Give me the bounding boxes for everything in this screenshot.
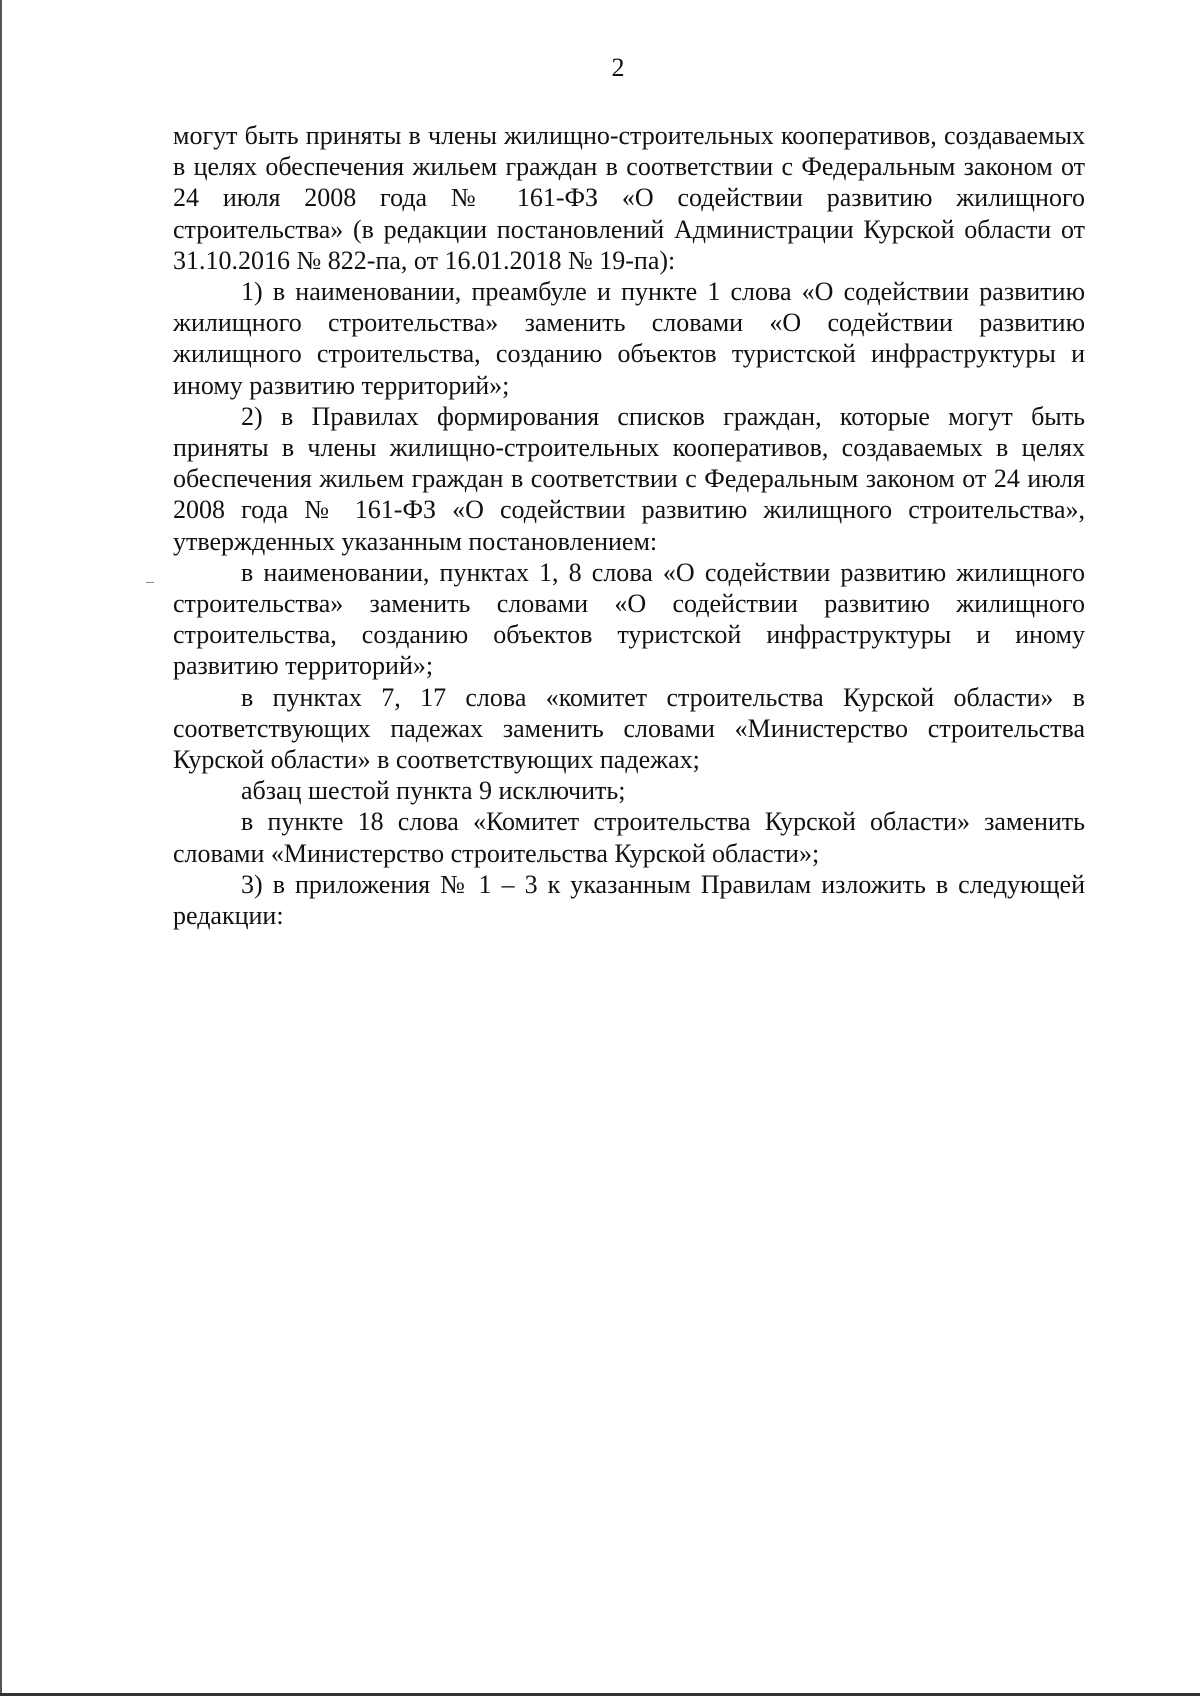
paragraph-subitem-point-18: в пункте 18 слова «Комитет строительства Курской области» заменить словами «Министерство строительства Курской области»; [173,807,1085,868]
paragraph-item-2: 2) в Правилах формирования списков граждан, которые могут быть приняты в члены жилищно-строительных кооперативов, создаваемых в целях обеспечения жильем граждан в соответствии с Федеральным законом от 24 июля 2008 года № 161-ФЗ «О содействии развитию жилищного строительства», утвержденных указанным постановлением: [173,401,1085,556]
paragraph-subitem-points-7-17: в пунктах 7, 17 слова «комитет строительства Курской области» в соответствующих падежах заменить словами «Министерство строительства Курской области» в соответствующих падежах; [173,682,1085,775]
page-number: 2 [611,53,625,82]
paragraph-item-3: 3) в приложения № 1 – 3 к указанным Правилам изложить в следующей редакции: [173,869,1085,931]
scan-edge-left [0,0,2,1696]
paragraph-subitem-point-9: абзац шестой пункта 9 исключить; [241,776,626,806]
document-body [173,120,1085,931]
scan-artifact-mark [146,582,154,583]
paragraph-continuation: могут быть приняты в члены жилищно-строительных кооперативов, создаваемых в целях обеспечения жильем граждан в соответствии с Федеральным законом от 24 июля 2008 года № 161-ФЗ «О содействии развитию жилищного строительства» (в редакции постановлений Администрации Курской области от 31.10.2016 № 822-па, от 16.01.2018 № 19-па): [173,121,1085,275]
paragraph-subitem-naming: в наименовании, пунктах 1, 8 слова «О содействии развитию жилищного строительства» заменить словами «О содействии развитию жилищного строительства, созданию объектов туристской инфраструктуры и иному развитию территорий»; [173,557,1085,681]
paragraph-item-1: 1) в наименовании, преамбуле и пункте 1 слова «О содействии развитию жилищного строительства» заменить словами «О содействии развитию жилищного строительства, созданию объектов туристской инфраструктуры и иному развитию территорий»; [173,277,1085,400]
